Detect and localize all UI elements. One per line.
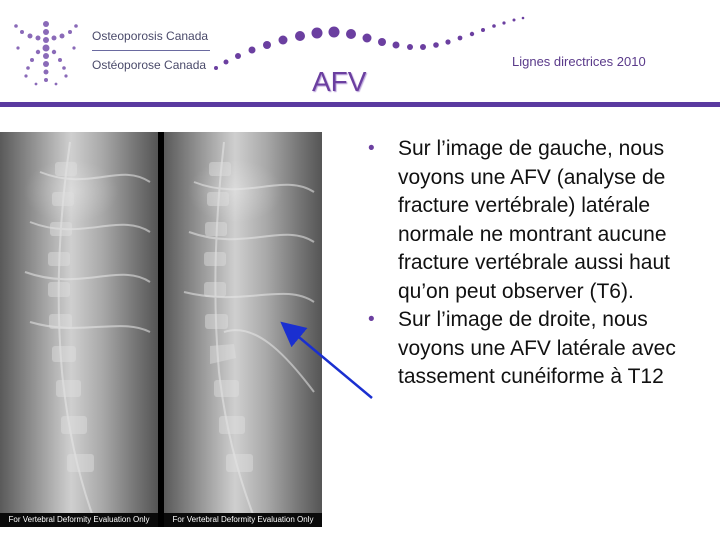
xray-caption-right: For Vertebral Deformity Evaluation Only [164,513,322,527]
org-divider [92,50,210,51]
slide-title: AFV [312,66,367,97]
xray-image-left [0,132,158,527]
guidelines-label: Lignes directrices 2010 [512,54,646,69]
bullet-item: • Sur l’image de gauche, nous voyons une AFV (analyse de fracture vertébrale) latérale normale ne montrant aucune fracture vertébrale aussi haut qu’on peut observer (T6). [366,135,716,306]
org-name-fr: Ostéoporose Canada [92,58,207,72]
bullet-list [366,135,716,392]
logo-icon [8,12,84,92]
xray-caption-left: For Vertebral Deformity Evaluation Only [0,513,158,527]
title-underline [0,102,720,107]
bullet-item: • Sur l’image de droite, nous voyons une AFV latérale avec tassement cunéiforme à T12 [366,306,716,392]
org-name-en: Osteoporosis Canada [92,29,209,43]
dots-arc-icon [210,10,540,75]
